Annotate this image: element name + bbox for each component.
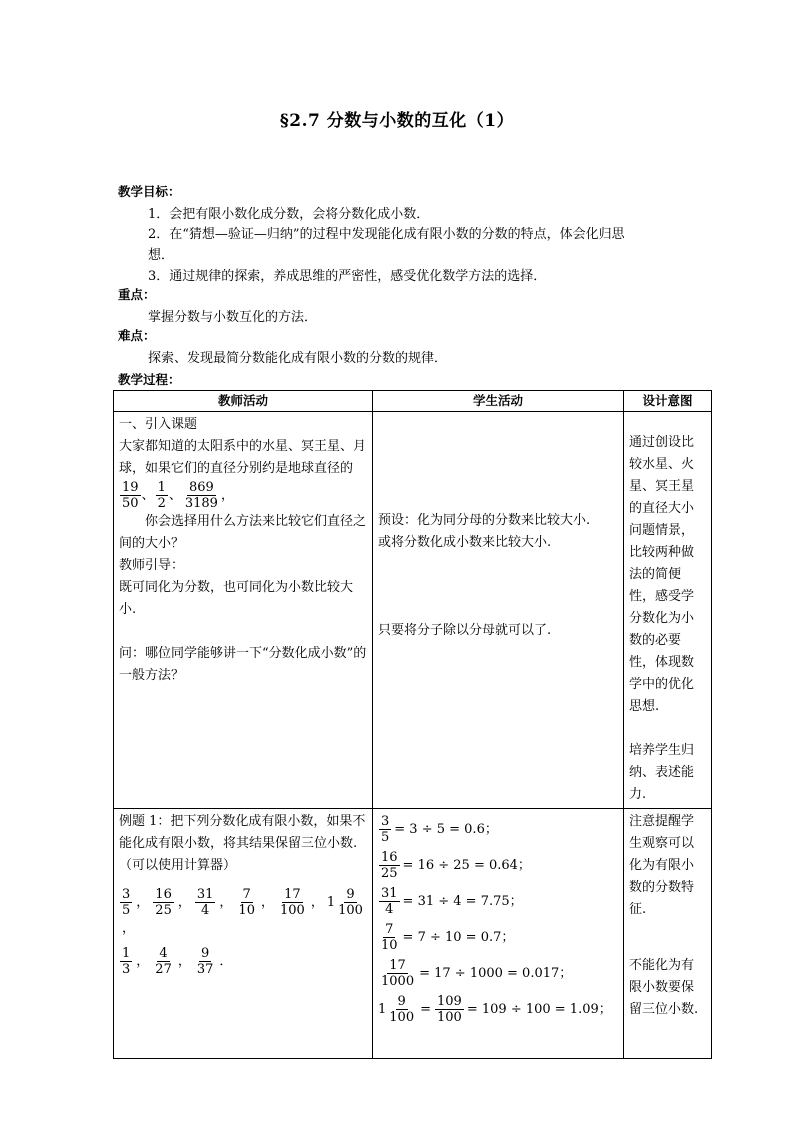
objective-3: 3．通过规律的探索，养成思维的严密性，感受优化数学方法的选择． (148, 269, 547, 284)
objective-1: 1．会把有限小数化成分数，会将分数化成小数． (148, 207, 430, 222)
difficulties-label: 难点： (118, 328, 156, 343)
intent-text-2: 培养学生归纳、表述能力. (629, 743, 695, 802)
equation-row: $\frac{17}{1000}$ = 17 ÷ 1000 = 0.017； (381, 957, 573, 989)
objectives-label: 教学目标： (118, 184, 181, 199)
header-student: 学生活动 (373, 391, 624, 412)
objective-2: 2．在“猜想—验证—归纳”的过程中发现能化成有限小数的分数的特点，体会化归思 (148, 227, 625, 242)
fraction: $\frac{31}{4}$ (196, 887, 214, 918)
equation-row: $\frac{31}{4}$ = 31 ÷ 4 = 7.75； (381, 885, 523, 917)
intent-cell-example (624, 809, 712, 1059)
student-answer: 只要将分子除以分母就可以了. (378, 623, 552, 638)
fraction: $\frac{3}{5}$ (122, 887, 131, 918)
fraction: $\frac{869}{3189}$ (184, 480, 218, 511)
student-cell (373, 412, 624, 809)
equation-row: $\frac{7}{10}$ = 7 ÷ 10 = 0.7； (381, 921, 515, 953)
fraction: $\frac{16}{25}$ (155, 887, 172, 918)
header-teacher: 教师活动 (114, 391, 373, 412)
teacher-cell: 一、引入课题 大家都知道的太阳系中的水星、冥王星、月球，如果它们的直径分别约是地球直径的 $\frac{19}{50}$ 、 $\frac{1}{2}$ 、 $\frac{869}{3189}$ ， 你会选择用什么方法来比较它们直径之间的大小？ 教师引导： 既可同化为分数，也可同化为小数比较大小. 问：哪位同学能够讲一下“分数化成小数”的一般方法？ (114, 412, 373, 809)
intent-cell (624, 412, 712, 809)
teacher-intro-text: 大家都知道的太阳系中的水星、冥王星、月球，如果它们的直径分别约是地球直径的 (119, 439, 367, 476)
intent-text-4: 不能化为有限小数要保留三位小数. (629, 958, 699, 1017)
key-points-text: 掌握分数与小数互化的方法． (148, 310, 318, 325)
teacher-guide-text: 既可同化为分数，也可同化为小数比较大小. (119, 580, 354, 617)
example-fractions-line-1: $\frac{3}{5}$ ， $\frac{16}{25}$ ， $\frac{31}{4}$ ， $\frac{7}{10}$ ， $\frac{17}{100}$ ， 1 $\frac{9}{100}$ ， (119, 887, 367, 940)
process-label: 教学过程： (118, 372, 181, 387)
page-title: §2.7 分数与小数的互化（1） (279, 111, 515, 131)
lesson-process-table (113, 390, 712, 1059)
fraction: $\frac{7}{10}$ (238, 887, 255, 918)
example-fractions-line-2: $\frac{1}{3}$ ， $\frac{4}{27}$ ， $\frac{9}{37}$ ． (122, 946, 233, 977)
mixed-number: 1 $\frac{9}{100}$ (326, 887, 363, 918)
key-points-label: 重点： (118, 287, 156, 302)
teacher-question-method: 问：哪位同学能够讲一下“分数化成小数”的一般方法？ (119, 646, 367, 683)
teacher-question-compare: 你会选择用什么方法来比较它们直径之间的大小？ (119, 514, 367, 551)
table-row (114, 412, 712, 809)
table-row (114, 809, 712, 1059)
difficulties-text: 探索、发现最简分数能化成有限小数的分数的规律． (148, 351, 448, 366)
fraction: $\frac{1}{2}$ (157, 480, 166, 511)
fraction: $\frac{9}{37}$ (196, 946, 214, 977)
fraction: $\frac{4}{27}$ (155, 946, 172, 977)
equation-row: $\frac{16}{25}$ = 16 ÷ 25 = 0.64； (381, 849, 531, 881)
intent-text-3: 注意提醒学生观察可以化为有限小数的分数特征. (629, 814, 695, 917)
fraction: $\frac{19}{50}$ (122, 480, 139, 511)
fraction: $\frac{17}{100}$ (279, 887, 305, 918)
fraction: $\frac{1}{3}$ (122, 946, 131, 977)
intent-text-1: 通过创设比较水星、火星、冥王星的直径大小问题情景，比较两种做法的简便性，感受学分数化为小数的必要性，体现数学中的优化思想. (629, 435, 695, 714)
teacher-heading: 一、引入课题 (119, 417, 198, 432)
student-preset-2: 或将分数化成小数来比较大小. (378, 535, 552, 550)
header-intent: 设计意图 (624, 391, 712, 412)
equation-row: $\frac{3}{5}$ = 3 ÷ 5 = 0.6； (381, 813, 498, 845)
teacher-guide-label: 教师引导： (119, 558, 185, 573)
equation-row: 1 $\frac{9}{100}$ = $\frac{109}{100}$ = 109 ÷ 100 = 1.09； (378, 993, 612, 1025)
student-preset-1: 预设：化为同分母的分数来比较大小. (378, 513, 591, 528)
example-1-text: 例题 1：把下列分数化成有限小数，如果不能化成有限小数，将其结果保留三位小数.（可以使用计算器） (119, 814, 366, 873)
student-cell-equations (373, 809, 624, 1059)
table-header-row (114, 391, 712, 412)
objective-2-cont: 想． (148, 248, 175, 263)
teacher-cell-example (114, 809, 373, 1059)
